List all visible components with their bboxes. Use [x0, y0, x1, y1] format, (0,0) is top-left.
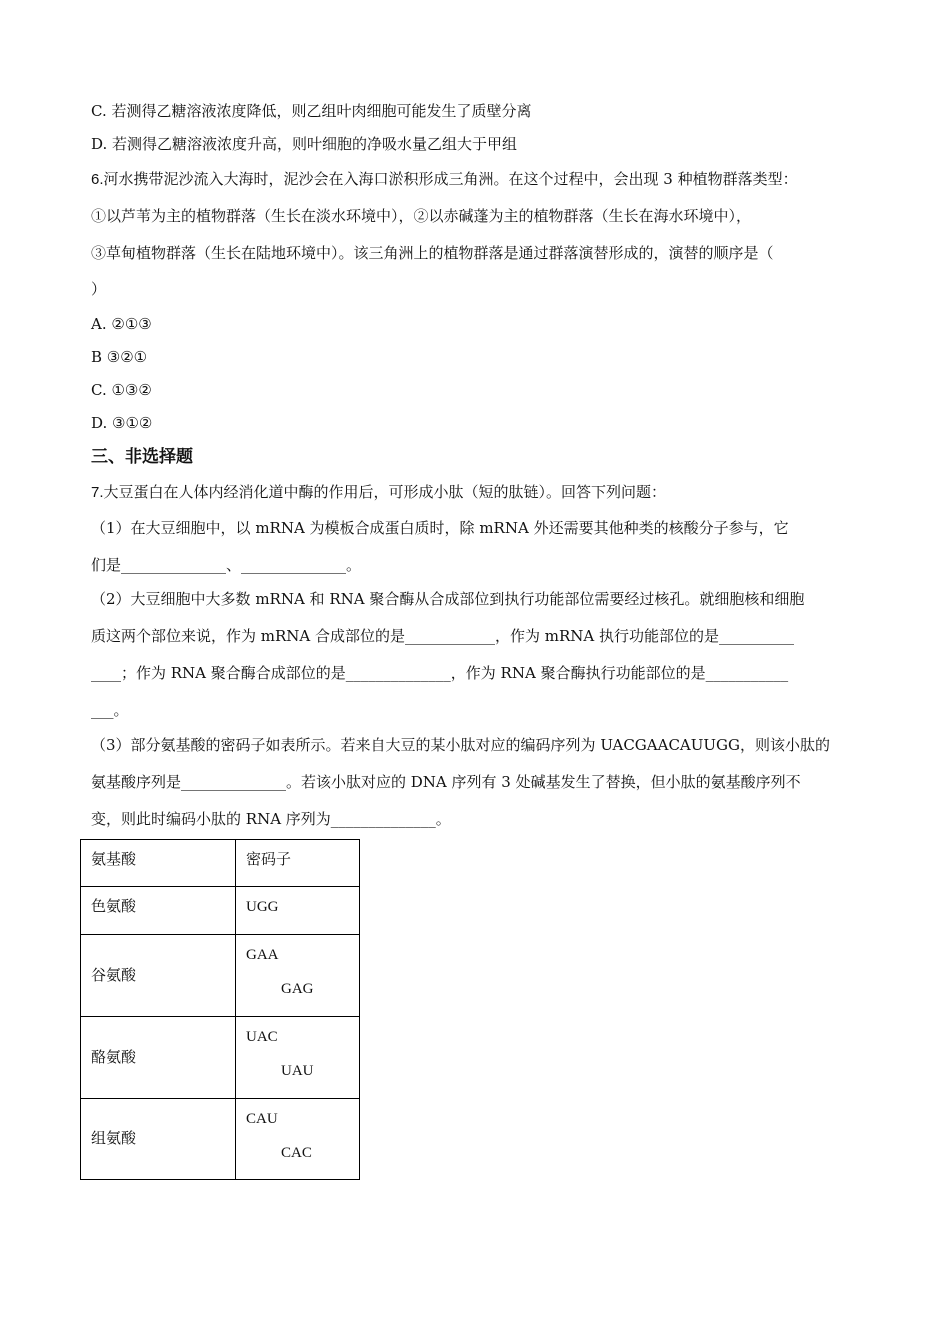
table-row [81, 887, 360, 935]
codon-value: UAC [246, 1029, 278, 1045]
table-row [81, 935, 360, 1017]
codon-cell: UGG [236, 887, 360, 935]
q6-option-c: C. ①③② [91, 381, 152, 399]
q7-intro-text: 大豆蛋白在人体内经消化道中酶的作用后，可形成小肽（短的肽链）。回答下列问题： [103, 483, 667, 501]
q6-stem-line-4: ） [91, 280, 107, 298]
amino-acid-cell: 谷氨酸 [81, 935, 236, 1017]
q5-option-c: C. 若测得乙糖溶液浓度降低，则乙组叶肉细胞可能发生了质壁分离 [91, 102, 532, 120]
q7-part3-line-1: （3）部分氨基酸的密码子如表所示。若来自大豆的某小肽对应的编码序列为 UACGAACAUUGG，则该小肽的 [91, 736, 831, 754]
q7-number: 7. [91, 484, 104, 501]
codon-value: CAU [246, 1111, 278, 1127]
codon-value: UAU [281, 1063, 314, 1079]
header-cell-amino-acid: 氨基酸 [81, 840, 236, 887]
codon-table [80, 839, 360, 1180]
amino-acid-cell: 酪氨酸 [81, 1017, 236, 1099]
q6-option-b: B ③②① [91, 348, 148, 366]
amino-acid-cell: 色氨酸 [81, 887, 236, 935]
q7-part1-line-2: 们是______________、______________。 [91, 556, 362, 574]
q7-part2-line-2: 质这两个部位来说，作为 mRNA 合成部位的是____________，作为 mRNA 执行功能部位的是__________ [91, 627, 795, 645]
q7-part3-line-2: 氨基酸序列是______________。若该小肽对应的 DNA 序列有 3 处碱基发生了替换，但小肽的氨基酸序列不 [91, 773, 801, 791]
q6-line1-text: 河水携带泥沙流入大海时，泥沙会在入海口淤积形成三角洲。在这个过程中，会出现 3 种植物群落类型： [103, 170, 798, 188]
q6-stem-line-1 [91, 169, 798, 190]
q7-intro [91, 482, 666, 503]
q7-part1-line-1: （1）在大豆细胞中，以 mRNA 为模板合成蛋白质时，除 mRNA 外还需要其他种类的核酸分子参与，它 [91, 519, 789, 537]
table-row [81, 1017, 360, 1099]
section-heading: 三、非选择题 [91, 447, 193, 467]
q6-stem-line-3: ③草甸植物群落（生长在陆地环境中）。该三角洲上的植物群落是通过群落演替形成的，演替的顺序是（ [91, 244, 774, 262]
codon-cell [236, 1099, 360, 1180]
q6-option-d: D. ③①② [91, 414, 153, 432]
q5-option-d: D. 若测得乙糖溶液浓度升高，则叶细胞的净吸水量乙组大于甲组 [91, 135, 518, 153]
q6-number: 6. [91, 171, 104, 188]
q6-option-a: A. ②①③ [91, 315, 152, 333]
q7-part2-line-3: ____；作为 RNA 聚合酶合成部位的是______________，作为 RNA 聚合酶执行功能部位的是___________ [91, 664, 789, 682]
table-header-row [81, 840, 360, 887]
amino-acid-cell: 组氨酸 [81, 1099, 236, 1180]
header-cell-codon: 密码子 [236, 840, 360, 887]
codon-cell [236, 935, 360, 1017]
codon-value: GAA [246, 947, 279, 963]
table-row [81, 1099, 360, 1180]
q7-part2-line-1: （2）大豆细胞中大多数 mRNA 和 RNA 聚合酶从合成部位到执行功能部位需要经过核孔。就细胞核和细胞 [91, 590, 805, 608]
q7-part3-line-3: 变，则此时编码小肽的 RNA 序列为______________。 [91, 810, 451, 828]
q6-stem-line-2: ①以芦苇为主的植物群落（生长在淡水环境中），②以赤碱蓬为主的植物群落（生长在海水环境中）， [91, 207, 752, 225]
codon-value: GAG [281, 981, 314, 997]
codon-value: CAC [281, 1145, 312, 1161]
q7-part2-line-4: ___。 [91, 701, 129, 719]
codon-cell [236, 1017, 360, 1099]
